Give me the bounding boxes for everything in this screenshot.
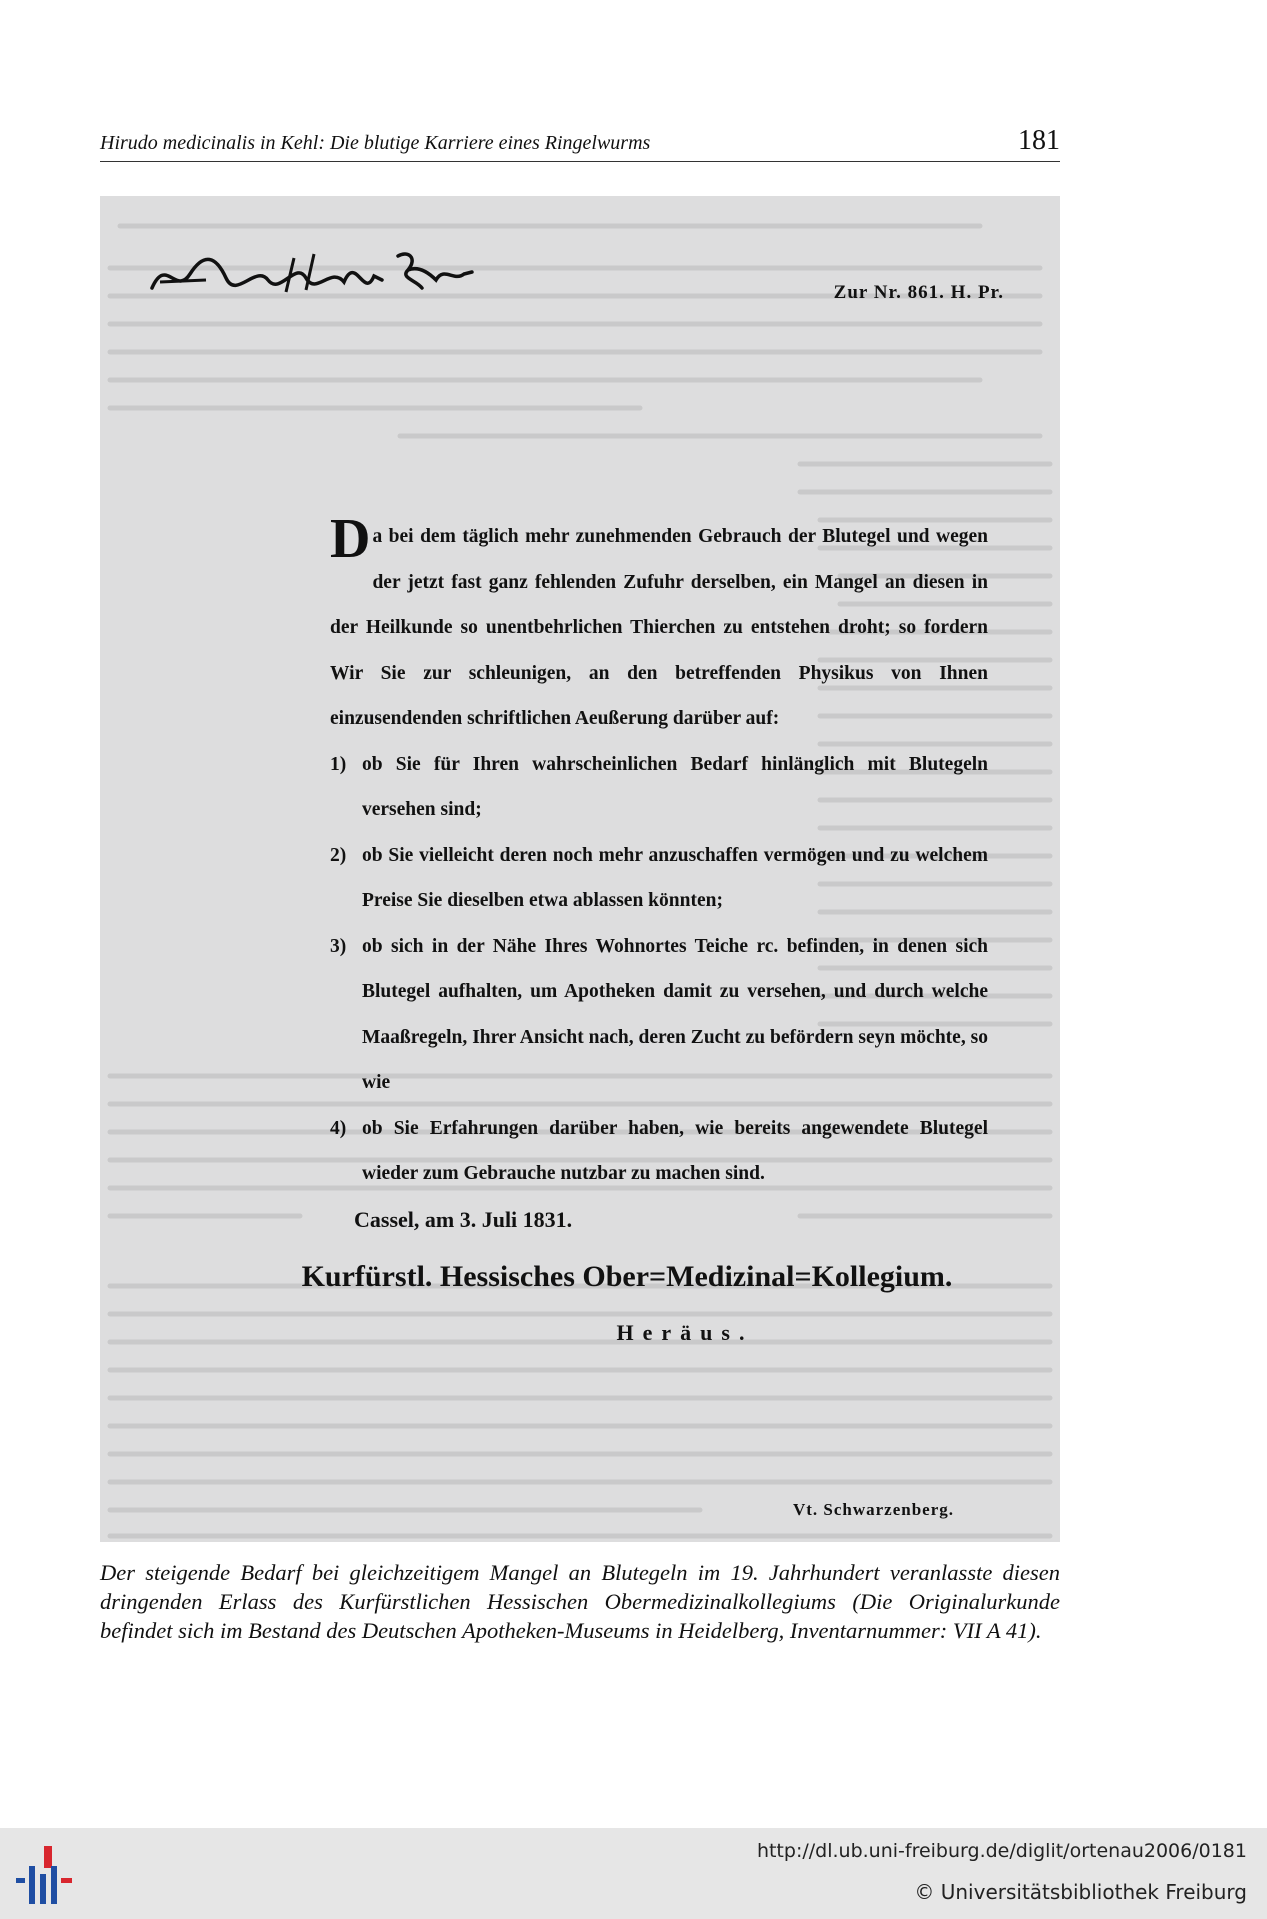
- place-date: Cassel, am 3. Juli 1831.: [354, 1206, 573, 1232]
- figure-caption: Der steigende Bedarf bei gleichzeitigem Mangel an Blutegeln im 19. Jahrhundert veranlasste diesen dringenden Erlass des Kurfürstlichen Hessischen Obermedizinalkollegiums (Die Originalurkunde befindet sich im Bestand des Deutschen Apotheken-Museums in Heidelberg, Inventarnummer: VII A 41).: [100, 1560, 1060, 1643]
- decree-intro: [330, 508, 988, 742]
- question-text: ob sich in der Nähe Ihres Wohnortes Teiche rc. befinden, in denen sich Blutegel aufhalten, um Apotheken damit zu versehen, und durch welche Maaßregeln, Ihrer Ansicht nach, deren Zucht zu befördern seyn möchte, so wie: [362, 935, 988, 1093]
- question-item: [330, 742, 988, 833]
- copyright-notice: © Universitätsbibliothek Freiburg: [914, 1880, 1247, 1904]
- signatory: Vt. Schwarzenberg.: [792, 1500, 954, 1519]
- question-number: 4): [330, 1117, 347, 1139]
- question-number: 3): [330, 935, 347, 957]
- question-item: [330, 1106, 988, 1197]
- permalink-url[interactable]: http://dl.ub.uni-freiburg.de/diglit/ortenau2006/0181: [756, 1840, 1247, 1862]
- handwritten-annotation: [146, 236, 476, 306]
- ub-freiburg-logo-icon: [14, 1844, 82, 1906]
- drop-capital: D: [330, 508, 371, 570]
- decree-body: [330, 508, 988, 1242]
- question-text: ob Sie vielleicht deren noch mehr anzuschaffen vermögen und zu welchem Preise Sie dieselben etwa ablassen könnten;: [362, 844, 988, 911]
- page-footer: [0, 1828, 1267, 1919]
- question-item: [330, 924, 988, 1106]
- running-title: Hirudo medicinalis in Kehl: Die blutige Karriere eines Ringelwurms: [100, 132, 651, 154]
- question-text: ob Sie für Ihren wahrscheinlichen Bedarf hinlänglich mit Blutegeln versehen sind;: [362, 753, 988, 820]
- page-header: [100, 122, 1060, 162]
- issuing-authority: Kurfürstl. Hessisches Ober=Medizinal=Kollegium.: [301, 1260, 953, 1293]
- question-number: 1): [330, 753, 347, 775]
- decree-intro-text: a bei dem täglich mehr zunehmenden Gebrauch der Blutegel und wegen der jetzt fast ganz fehlenden Zufuhr derselben, ein Mangel an diesen in der Heilkunde so unentbehrlichen Thierchen zu entstehen droht; so fordern Wir Sie zur schleunigen, an den betreffenden Physikus von Ihnen einzusendenden schriftlichen Aeußerung darüber auf:: [330, 526, 988, 729]
- reference-number: Zur Nr. 861. H. Pr.: [833, 282, 1004, 303]
- scanned-document: [100, 196, 1060, 1542]
- question-text: ob Sie Erfahrungen darüber haben, wie bereits angewendete Blutegel wieder zum Gebrauche nutzbar zu machen sind.: [362, 1117, 988, 1184]
- question-item: [330, 833, 988, 924]
- page-number: 181: [1018, 125, 1060, 156]
- signature-heraus: Heräus.: [616, 1320, 754, 1345]
- question-number: 2): [330, 844, 347, 866]
